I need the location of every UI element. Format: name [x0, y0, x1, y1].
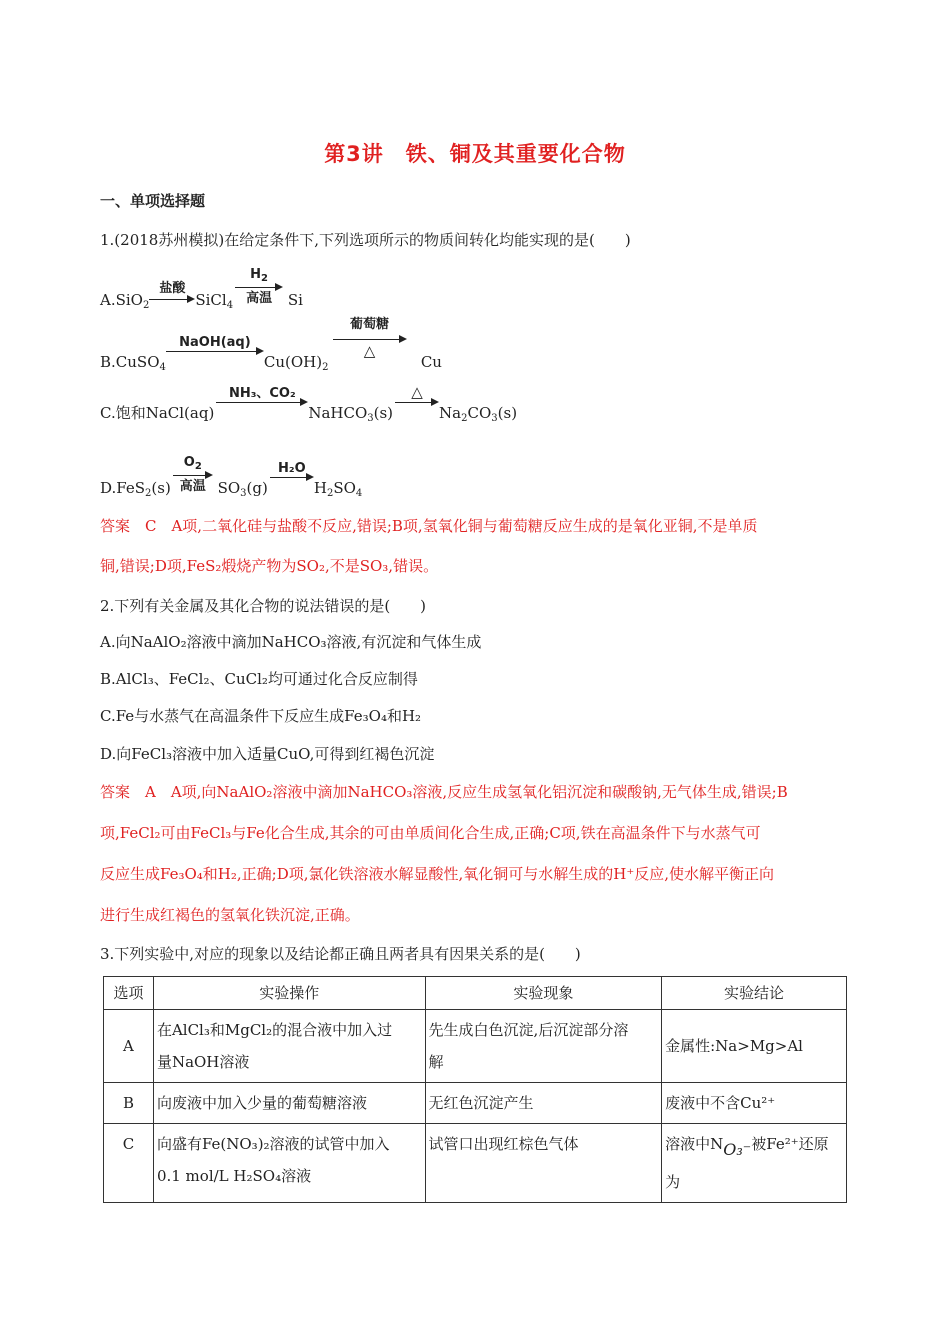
q1-option-b — [100, 317, 442, 378]
q1d-s2-tail: (g) — [246, 479, 268, 497]
q2-option-d: D.向FeCl₃溶液中加入适量CuO,可得到红褐色沉淀 — [100, 745, 435, 763]
table-cell-option: B — [104, 1083, 154, 1124]
q1b-arrow-1 — [166, 335, 264, 373]
q2-option-b: B.AlCl₃、FeCl₂、CuCl₂均可通过化合反应制得 — [100, 670, 418, 688]
q1a-label: A. — [100, 291, 116, 309]
q1c-s2-tail: (s) — [373, 404, 394, 422]
table-cell-option: A — [104, 1010, 154, 1083]
table-cell-phenomenon: 无红色沉淀产生 — [425, 1083, 662, 1124]
q1a-cond-2-top: $H_2$ — [250, 267, 269, 284]
q1b-cond-1: NaOH(aq) — [179, 335, 251, 350]
q2-option-a: A.向NaAlO₂溶液中滴加NaHCO₃溶液,有沉淀和气体生成 — [100, 633, 482, 651]
q1c-label: C. — [100, 404, 116, 422]
q1d-label: D. — [100, 479, 117, 497]
table-cell-operation: 向盛有Fe(NO₃)₂溶液的试管中加入 0.1 mol/L H₂SO₄溶液 — [153, 1124, 425, 1203]
q1c-s3-tail: (s) — [497, 404, 518, 422]
q1c-s3: Na — [439, 404, 462, 422]
q1d-cond-1-top: $O_2$ — [183, 455, 202, 472]
q1d-s3b-sub: 4 — [355, 488, 363, 499]
q1c-s2: NaHCO — [308, 404, 368, 422]
q1a-arrow-1 — [149, 281, 195, 311]
table-header: 实验操作 — [153, 977, 425, 1010]
q1d-arrow-1 — [173, 455, 213, 499]
q1b-cond-2-bottom: △ — [363, 342, 376, 360]
q2-answer-line-2: 项,FeCl₂可由FeCl₃与Fe化合生成,其余的可由单质间化合生成,正确;C项,铁在高温条件下与水蒸气可 — [100, 824, 761, 842]
q2-answer-line-3: 反应生成Fe₃O₄和H₂,正确;D项,氯化铁溶液水解显酸性,氧化铜可与水解生成的H⁺反应,使水解平衡正向 — [100, 865, 775, 883]
q1c-s3b: CO — [467, 404, 492, 422]
q2-option-c: C.Fe与水蒸气在高温条件下反应生成Fe₃O₄和H₂ — [100, 707, 422, 725]
q1c-arrow-1 — [216, 386, 308, 424]
q1c-s3-sub: 2 — [461, 413, 468, 424]
table-cell-conclusion: 金属性:Na>Mg>Al — [662, 1010, 847, 1083]
section-heading: 一、单项选择题 — [100, 192, 206, 210]
q1c-arrow-2 — [395, 383, 439, 424]
question-3-stem: 3.下列实验中,对应的现象以及结论都正确且两者具有因果关系的是( ) — [100, 945, 581, 963]
table-header-row — [104, 977, 847, 1010]
q1b-s1: CuSO — [115, 353, 160, 371]
table-header: 实验现象 — [425, 977, 662, 1010]
table-cell-conclusion: 溶液中NO₃⁻被Fe²⁺还原为 — [662, 1124, 847, 1203]
q1a-arrow-2 — [235, 267, 283, 311]
q1c-cond-1: NH₃、CO₂ — [228, 386, 296, 401]
q1b-cond-2-top: 葡萄糖 — [349, 317, 389, 332]
q1-answer-line-2: 铜,错误;D项,FeS₂煅烧产物为SO₂,不是SO₃,错误。 — [100, 557, 439, 575]
q1-answer-line-1: 答案 C A项,二氧化硅与盐酸不反应,错误;B项,氢氧化铜与葡萄糖反应生成的是氧化亚铜,不是单质 — [100, 517, 758, 535]
q1b-s3: Cu — [420, 353, 442, 371]
experiment-table — [103, 976, 847, 1203]
q1b-s1-sub: 4 — [159, 362, 166, 373]
table-row — [104, 1124, 847, 1203]
table-cell-operation: 在AlCl₃和MgCl₂的混合液中加入过 量NaOH溶液 — [153, 1010, 425, 1083]
q1-option-d — [100, 455, 363, 504]
question-1-stem: 1.(2018苏州模拟)在给定条件下,下列选项所示的物质间转化均能实现的是( ) — [100, 231, 631, 249]
table-header: 选项 — [104, 977, 154, 1010]
q1d-cond-2: H₂O — [278, 461, 306, 476]
q1b-arrow-2 — [333, 317, 407, 373]
table-row — [104, 1010, 847, 1083]
question-2-stem: 2.下列有关金属及其化合物的说法错误的是( ) — [100, 597, 427, 615]
table-cell-phenomenon: 先生成白色沉淀,后沉淀部分溶 解 — [425, 1010, 662, 1083]
q1c-s1: 饱和NaCl(aq) — [115, 404, 215, 422]
q2-answer-line-1: 答案 A A项,向NaAlO₂溶液中滴加NaHCO₃溶液,反应生成氢氧化铝沉淀和碳酸钠,无气体生成,错误;B — [100, 783, 788, 801]
q1-option-c — [100, 383, 518, 429]
table-cell-phenomenon: 试管口出现红棕色气体 — [425, 1124, 662, 1203]
table-cell-option: C — [104, 1124, 154, 1203]
q1d-s3: H — [313, 479, 327, 497]
q1d-s2-sub: 3 — [240, 488, 247, 499]
q1c-s2-sub: 3 — [367, 413, 374, 424]
q1d-s1: FeS — [116, 479, 146, 497]
q1d-s1-tail: (s) — [151, 479, 171, 497]
q1b-s2-sub: 2 — [322, 362, 329, 373]
q1a-cond-1: 盐酸 — [159, 281, 186, 296]
table-header: 实验结论 — [662, 977, 847, 1010]
q1a-s2: SiCl — [195, 291, 227, 309]
q1a-cond-2-bottom: 高温 — [246, 291, 273, 306]
table-row — [104, 1083, 847, 1124]
q1-option-a — [100, 267, 303, 316]
table-cell-operation: 向废液中加入少量的葡萄糖溶液 — [153, 1083, 425, 1124]
q1c-cond-2: △ — [411, 383, 423, 401]
q1d-arrow-2 — [270, 461, 314, 499]
q1d-s3-sub: 2 — [326, 488, 334, 499]
q1b-s2: Cu(OH) — [263, 353, 323, 371]
q1b-label: B. — [100, 353, 116, 371]
table-cell-conclusion: 废液中不含Cu²⁺ — [662, 1083, 847, 1124]
q1d-s1-sub: 2 — [145, 488, 152, 499]
q1c-s3b-sub: 3 — [491, 413, 498, 424]
q1d-s3b: SO — [333, 479, 356, 497]
page-title: 第3讲 铁、铜及其重要化合物 — [324, 142, 626, 166]
q1a-s1: SiO — [115, 291, 143, 309]
q1a-s2-sub: 4 — [226, 300, 234, 311]
q1a-s1-sub: 2 — [142, 300, 150, 311]
q1a-s3: Si — [287, 291, 303, 309]
q2-answer-line-4: 进行生成红褐色的氢氧化铁沉淀,正确。 — [100, 906, 360, 924]
q1d-cond-1-bottom: 高温 — [179, 479, 206, 494]
q1d-s2: SO — [217, 479, 241, 497]
